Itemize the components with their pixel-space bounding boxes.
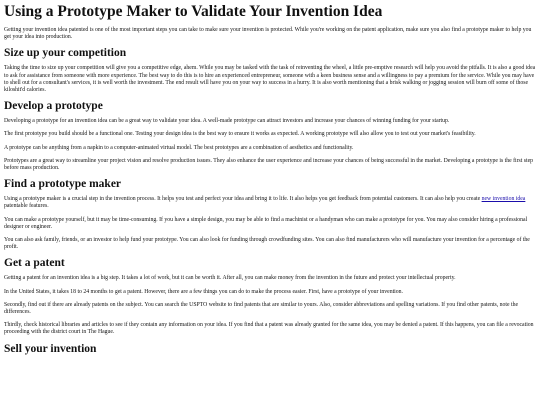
heading-get-patent: Get a patent: [4, 257, 65, 270]
heading-develop-prototype: Develop a prototype: [4, 100, 103, 113]
develop-paragraph-4: Prototypes are a great way to streamline your project vision and resolve production issues. They also enhance the user experience and increase your chances of being successful in the market. Developing a prototype is the first step before mass production.: [4, 157, 534, 172]
find-paragraph-2: You can make a prototype yourself, but it may be time-consuming. If you have a simple design, you may be able to find a machinist or a handyman who can make a prototype for you. You may also consider hiring a professional designer or engineer.: [4, 216, 528, 230]
find-p1-text-after: patentable features.: [4, 203, 49, 210]
find-paragraph-1: [4, 196, 536, 210]
heading-size-up-competition: Size up your competition: [4, 47, 127, 60]
patent-paragraph-4: Thirdly, check historical libraries and articles to see if they contain any information on your idea. If you find that a patent was already granted for the same idea, you may be denied a patent. If this happens, you can file a revocation proceeding with the district court in The Hague.: [4, 322, 534, 336]
heading-sell-invention: Sell your invention: [4, 342, 97, 355]
patent-paragraph-2: In the United States, it takes 18 to 24 months to get a patent. However, there are a few things you can do to make the process easier. First, have a prototype of your invention.: [4, 288, 403, 295]
competition-paragraph-1: Taking the time to size up your competition will give you a competitive edge, ahem. While you may be tasked with the task of reinventing the wheel, a little pre-emptive research will help you avoid the pitfalls. It is also a good idea to ask for assistance from someone with more experience. The best way to do this is to hire an experienced entrepreneur, someone with a keen business sense and a willingness to pay a premium for the service. While you may have to shell out for a consultant's services, it is well worth the investment. The end result will have you on your way to success in a hurry. It is also worth mentioning that a brisk walking or jogging session will burn off some of those kiloshit'd calories.: [4, 65, 536, 94]
find-paragraph-3: You can also ask family, friends, or an investor to help fund your prototype. You can also look for funding through crowdfunding sites. You can also find manufacturers who will manufacture your invention for a percentage of the profit.: [4, 237, 530, 251]
develop-paragraph-3: A prototype can be anything from a napkin to a computer-animated virtual model. The best prototypes are a combination of aesthetics and functionality.: [4, 144, 354, 151]
intro-paragraph: Getting your invention idea patented is one of the most important steps you can take to make sure your invention is protected. While you're working on the patent application, make sure you also find a prototype maker to help you get your idea into production.: [4, 27, 532, 41]
page-title: Using a Prototype Maker to Validate Your Invention Idea: [4, 3, 383, 20]
develop-paragraph-1: Developing a prototype for an invention idea can be a great way to validate your idea. A well-made prototype can attract investors and increase your chances of winning funding for your startup.: [4, 118, 450, 125]
new-invention-idea-link[interactable]: new invention idea: [481, 196, 526, 203]
heading-find-prototype-maker: Find a prototype maker: [4, 178, 122, 191]
develop-paragraph-2: The first prototype you build should be a functional one. Testing your design idea is the best way to ensure it works as expected. A working prototype will also allow you to test out your market's feasibility.: [4, 131, 476, 138]
find-p1-text-before: Using a prototype maker is a crucial step in the invention process. It helps you test and perfect your idea and bring it to life. It also helps you get feedback from potential customers. It can also help you create: [4, 196, 482, 203]
patent-paragraph-1: Getting a patent for an invention idea is a big step. It takes a lot of work, but it can be worth it. After all, you can make money from the invention in the future and protect your intellectual property.: [4, 275, 456, 282]
patent-paragraph-3: Secondly, find out if there are already patents on the subject. You can search the USPTO website to find patents that are similar to yours. Also, consider abbreviations and spelling variations. If you find other patents, note the differences.: [4, 301, 519, 316]
